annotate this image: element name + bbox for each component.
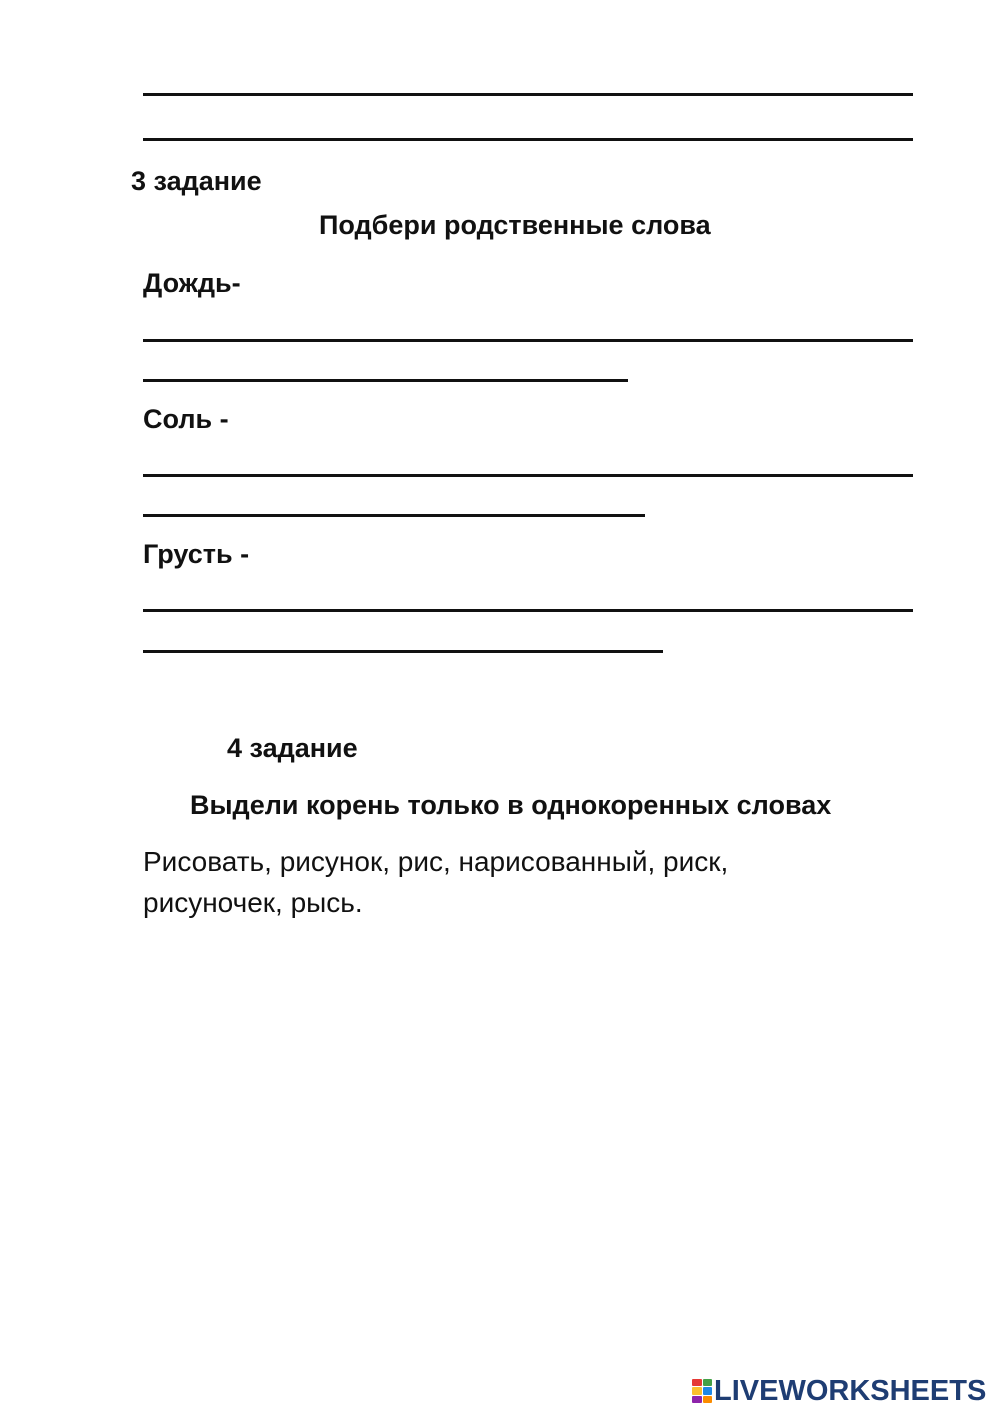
task3-instruction: Подбери родственные слова [319, 210, 711, 240]
answer-line-sadness-2[interactable] [143, 650, 663, 653]
task4-instruction: Выдели корень только в однокоренных словах [190, 790, 832, 820]
answer-line-rain-1[interactable] [143, 339, 913, 342]
answer-line-salt-2[interactable] [143, 514, 645, 517]
liveworksheets-logo-icon [692, 1379, 712, 1403]
answer-line-sadness-1[interactable] [143, 609, 913, 612]
answer-line[interactable] [143, 138, 913, 141]
liveworksheets-logo[interactable] [692, 1376, 986, 1406]
answer-line[interactable] [143, 93, 913, 96]
word-label-sadness: Грусть - [143, 539, 250, 569]
answer-line-rain-2[interactable] [143, 379, 628, 382]
word-label-salt: Соль - [143, 404, 229, 434]
task4-words [143, 841, 903, 923]
word-label-rain: Дождь- [143, 268, 241, 298]
task3-heading: 3 задание [131, 166, 262, 196]
liveworksheets-brand-text: LIVEWORKSHEETS [714, 1374, 987, 1407]
task4-words-line-1[interactable]: Рисовать, рисунок, рис, нарисованный, риск, [143, 846, 729, 877]
task4-words-line-2[interactable]: рисуночек, рысь. [143, 887, 363, 918]
task4-heading: 4 задание [227, 733, 358, 763]
answer-line-salt-1[interactable] [143, 474, 913, 477]
